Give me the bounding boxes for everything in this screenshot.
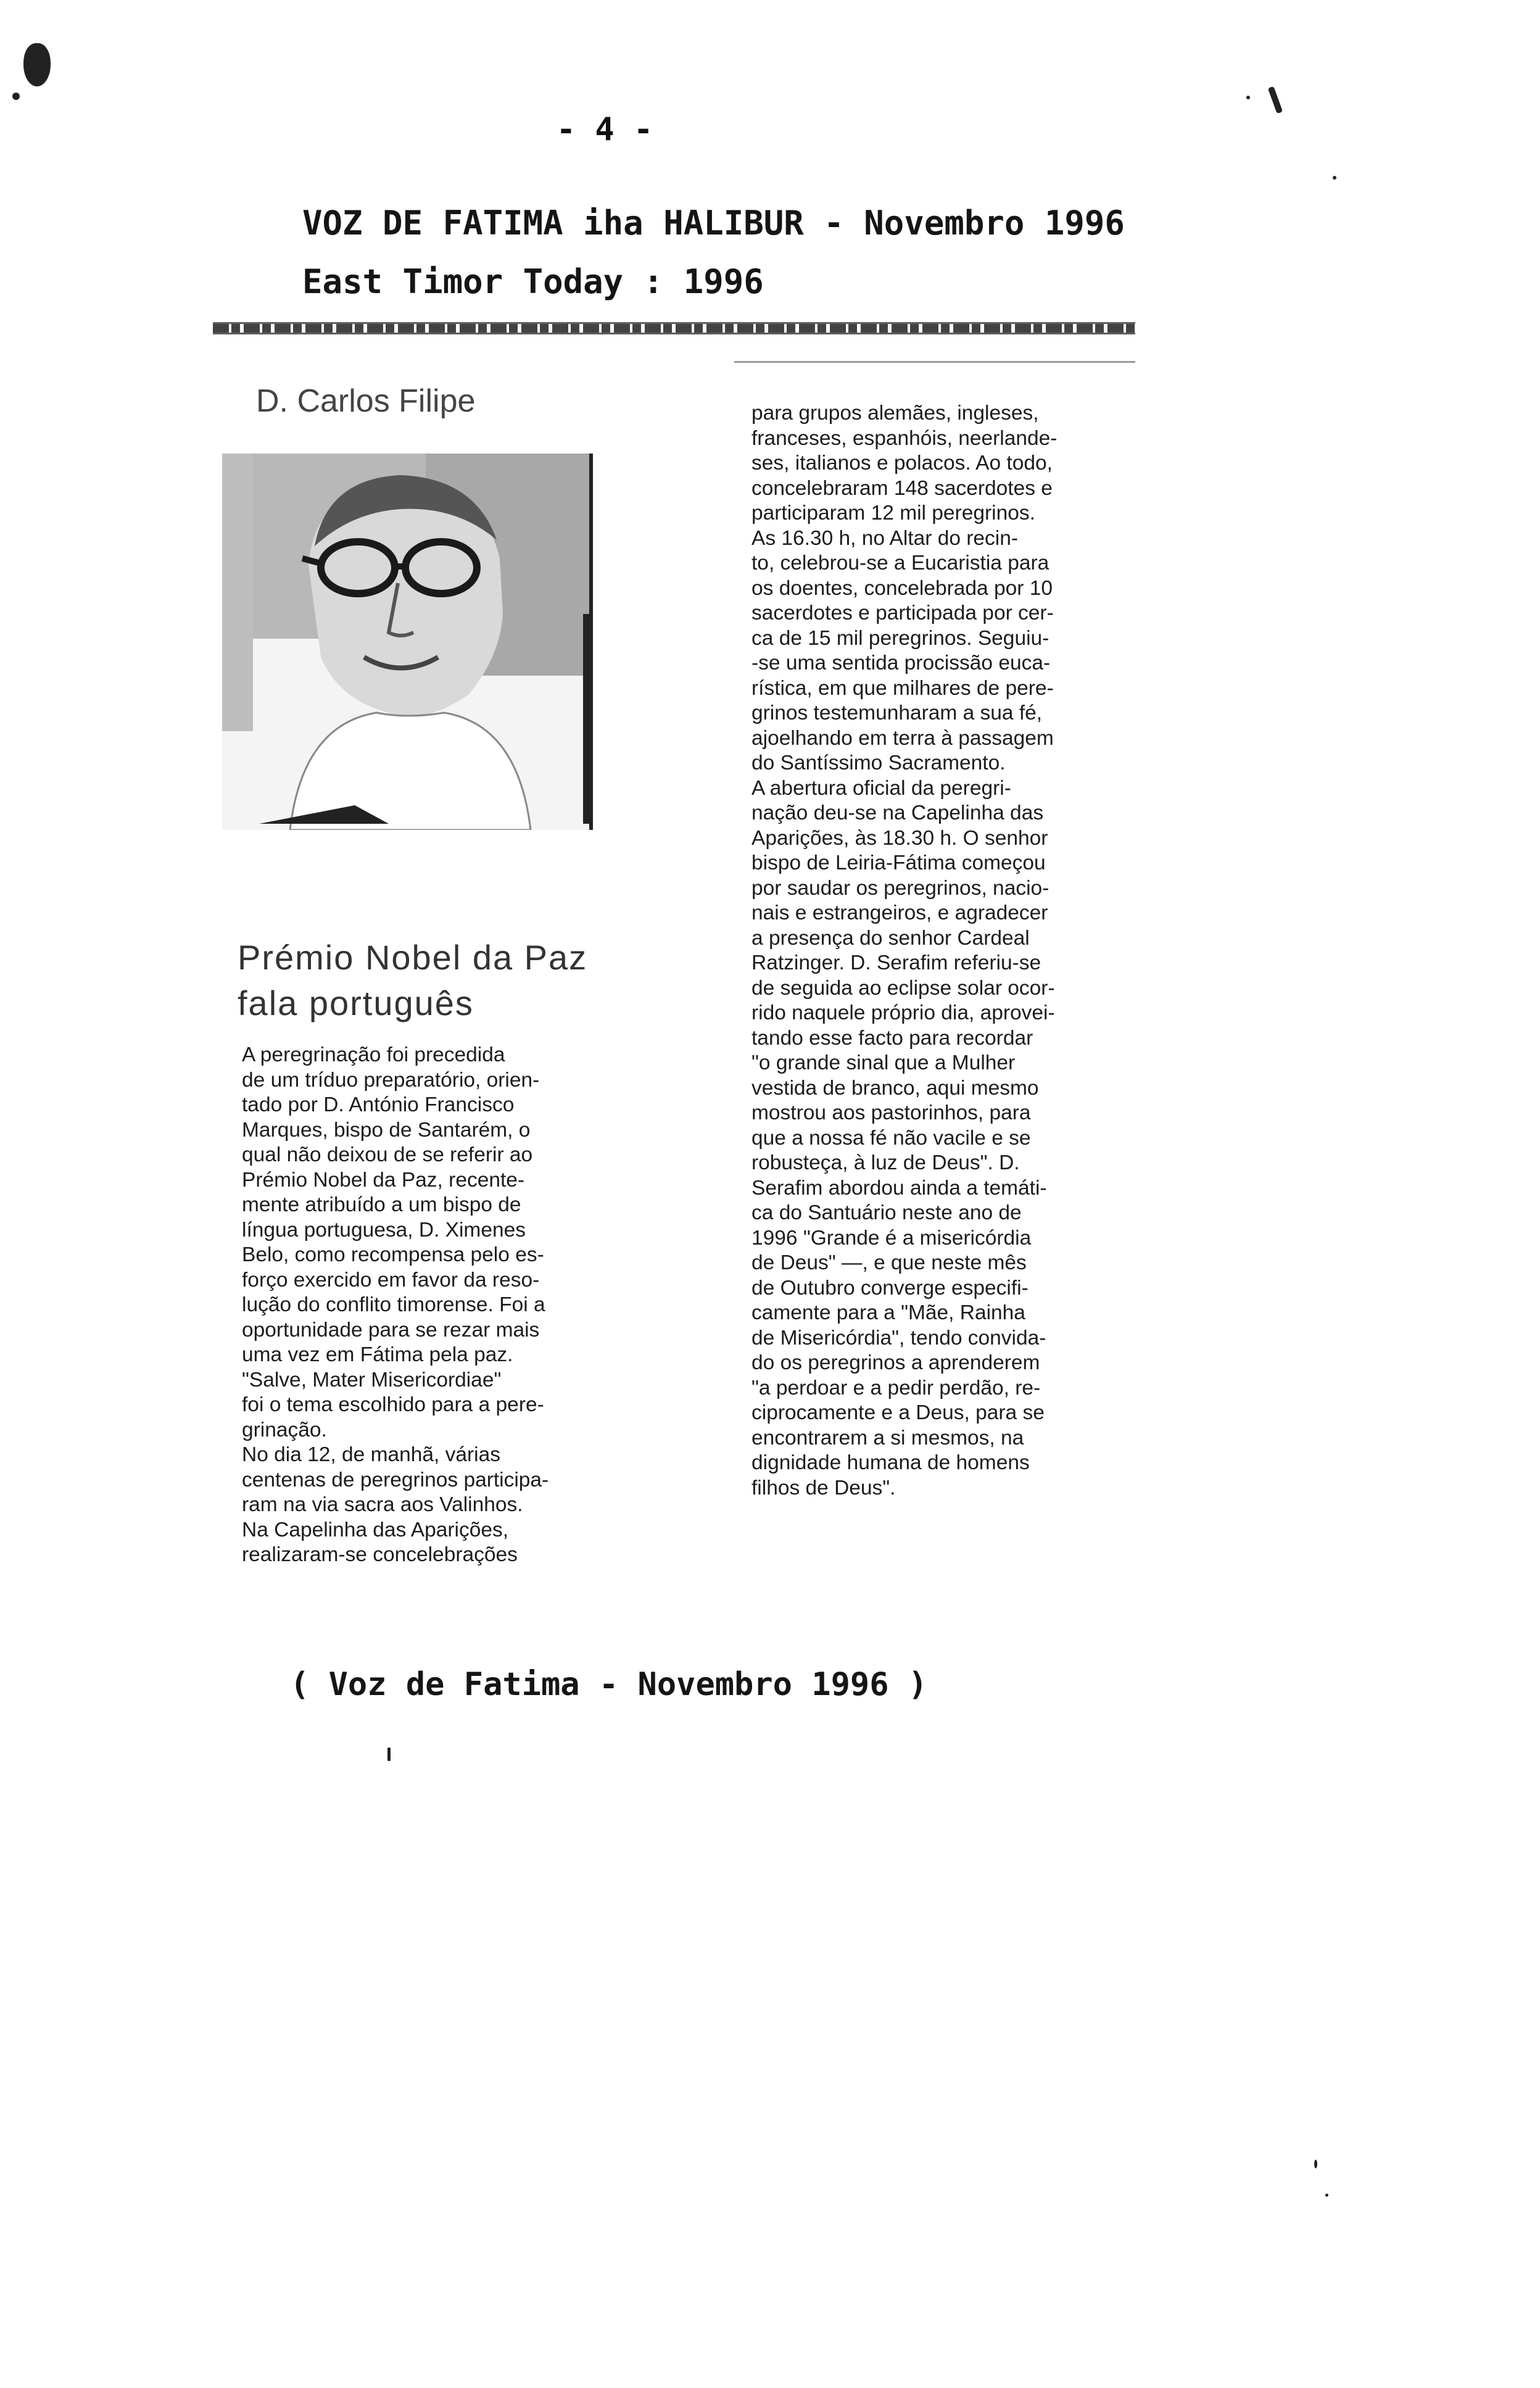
source-header-line: VOZ DE FATIMA iha HALIBUR - Novembro 1996 — [302, 204, 1125, 243]
portrait-photo — [222, 454, 593, 830]
headline-line-2: fala português — [238, 984, 474, 1022]
article-byline: D. Carlos Filipe — [256, 383, 476, 419]
scan-speck-dot — [12, 93, 20, 100]
scan-speck-dot — [387, 1747, 391, 1761]
scan-speck-dot — [1325, 2194, 1328, 2197]
typewriter-separator-rule — [213, 322, 1135, 334]
page-number: - 4 - — [556, 111, 653, 148]
column-top-rule — [734, 361, 1135, 363]
headline-line-1: Prémio Nobel da Paz — [238, 938, 588, 977]
portrait-photo-graphic — [222, 454, 589, 830]
article-column-left: A peregrinação foi precedida de um tríduo preparatório, orien- tado por D. António Francisco Marques, bispo de Santarém, o qual não deixou de se referir ao Prémio Nobel da Paz, recente- mente atribuído a um bispo de língua portuguesa, D. Ximenes Belo, como recompensa pelo es- forço exercido em favor da reso- lução do conflito timorense. Foi a oportunidade para se rezar mais uma vez em Fátima pela paz. "Salve, Mater Misericordiae" foi o tema escolhido para a pere- grinação. No dia 12, de manhã, várias centenas de peregrinos participa- ram na via sacra aos Valinhos. Na Capelinha das Aparições, realizaram-se concelebrações — [242, 1043, 549, 1566]
article-column-right: para grupos alemães, ingleses, franceses, espanhóis, neerlande- ses, italianos e polacos. Ao todo, concelebraram 148 sacerdotes e participaram 12 mil peregrinos. As 16.30 h, no Altar do recin- to, celebrou-se a Eucaristia para os doentes, concelebrada por 10 sacerdotes e participada por cer- ca de 15 mil peregrinos. Seguiu- -se uma sentida procissão euca- rística, em que milhares de pere- grinos testemunharam a sua fé, ajoelhando em terra à passagem do Santíssimo Sacramento. A abertura oficial da peregri- nação deu-se na Capelinha das Aparições, às 18.30 h. O senhor bispo de Leiria-Fátima começou por saudar os peregrinos, nacio- nais e estrangeiros, e agradecer a presença do senhor Cardeal Ratzinger. D. Serafim referiu-se de seguida ao eclipse solar ocor- rido naquele próprio dia, aprovei- tando esse facto para recordar "o grande sinal que a Mulher vestida de branco, aqui mesmo mostrou aos pastorinhos, para que a nossa fé não vacile e se robusteça, à luz de Deus". D. Serafim abordou ainda a temáti- ca do Santuário neste ano de 1996 "Grande é a misericórdia de Deus" —, e que neste mês de Outubro converge especifi- camente para a "Mãe, Rainha de Misericórdia", tendo convida- do os peregrinos a aprenderem "a perdoar e a pedir perdão, re- ciprocamente e a Deus, para se encontrarem a si mesmos, na dignidade humana de homens filhos de Deus". — [751, 402, 1058, 1499]
scan-speck-dot — [1246, 96, 1250, 99]
scan-speck-dot — [1333, 176, 1336, 180]
scan-speck-dot — [1314, 2160, 1317, 2168]
publication-header-line: East Timor Today : 1996 — [302, 262, 764, 301]
scan-speck-ink-blot — [23, 43, 51, 86]
source-footer: ( Voz de Fatima - Novembro 1996 ) — [290, 1666, 928, 1703]
article-headline — [238, 935, 608, 1026]
scan-speck-mark — [1268, 86, 1283, 114]
